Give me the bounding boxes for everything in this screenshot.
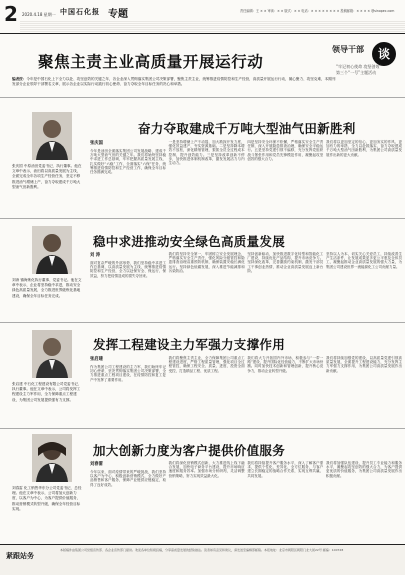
editor-note-text: 今年是中国石化上下全力以赴、攻坚创效的关键之年，各企业深入贯彻落实集团公司决策部署，聚焦主责主业，统筹推进疫情防控和生产经营，高质量开展运行行动，凝心聚力、攻坚克难，本期刊发部分企业领导干部署名文章，展示各企业以实际行动践行初心使命、奋力夺取全年目标任务的决心和举措。 — [12, 77, 336, 86]
column-text: 今年是油田全面落实集团公司发展战略、建成千万吨大型油气田的关键之年。我们将始终坚持稳中求进工作总基调，牢牢把握高质量发展主线，扎实做好“六稳”工作，全面落实“六保”任务，统筹推进疫情防控和生产经营工作，确保全年目标任务圆满完成。 — [90, 149, 166, 175]
column-text: 我们将持续加强党的建设，以高质量党建引领高质量发展，全面提升工程建设能力，充分发挥主力军强力支撑作用，为集团公司高质量发展作出新贡献。 — [325, 356, 402, 373]
column-text: 我们将大力开拓国内外市场，积极参与“一带一路”建设，提升国际化经营能力，不断扩大市场份额。同时加快技术创新和管理创新，提升核心竞争力，推动企业转型升级。 — [247, 356, 324, 373]
column-text: 四是坚持安全环保不松懈，严格落实安全生产责任制，深入开展隐患排查治理，确保安全平稳运行。五是坚持党建引领不偏移，充分发挥党组织战斗堡垒作用和党员先锋模范作用，凝聚起攻坚创效的强大合力。 — [247, 140, 324, 161]
byline: 张启建 — [90, 357, 103, 362]
article-column — [326, 356, 402, 382]
column-text: 面对复杂严峻的外部形势，我们坚持稳中求进工作总基调，以高质量发展为主线，统筹推进疫情防控和生产经营，全力以赴保安全、保运行、保效益，努力把疫情造成的损失夺回来。 — [90, 261, 166, 278]
article-column — [169, 140, 245, 174]
article-body — [90, 140, 402, 174]
author-bio: 刘涛 镇海炼化执行董事、党委书记。他在文章中表示，企业将坚持稳中求进，推动安全绿色高质量发展，全力推进世界级炼化基地建设，确保全年目标任务完成。 — [12, 278, 82, 298]
author-photo — [32, 226, 72, 274]
article-column — [169, 356, 245, 382]
column-text: 一是坚持增储上产不动摇，加大勘探开发力度，强化效益建产，夯实资源基础。二是坚持降本增效不放松，深化精细管理，狠抓全员全过程成本控制，提升创效能力。三是坚持改革创新不停步，加快推进体制机制改革，激发发展活力与内生动力。 — [168, 140, 245, 166]
author-photo — [32, 434, 72, 482]
article-body — [90, 356, 402, 382]
column-text: 我们将以更加坚定的信心、更加务实的作风、更加有力的举措，全力以赴抓落实，奋力夺取建成千万吨大型油气田新胜利，为集团公司高质量发展作出新的更大贡献。 — [325, 140, 402, 157]
column-logo — [330, 42, 402, 88]
column-text: 我们将聚焦主责主业，全力保障集团公司重点工程建设进度，严格工程质量管理，强化项目全过程管控，确保工程安全、质量、进度、投资全面受控，打造精品工程、优质工程。 — [168, 356, 245, 373]
article-column — [169, 252, 245, 278]
author-bio: 张启建 中石化工程建设有限公司党委书记、执行董事。他在文章中表示，公司将发挥工程建设主力军作用，全力保障重点工程建设，为集团公司发展提供强有力支撑。 — [12, 382, 82, 402]
divider — [0, 322, 405, 323]
page-footer — [0, 544, 405, 575]
column-text: 我们将坚持安全第一，牢固树立安全发展理念，严格落实安全生产责任，强化风险分级管控和隐患排查治理双重预防机制，确保装置安稳长满优运行。坚持绿色低碳发展，深入推进节能减排和污染防治。 — [168, 252, 245, 273]
column-text: 我们将深化营销模式创新，大力推进线上线下融合发展，加快电子商务平台建设，提升市场响应速度和服务效率。加强市场分析研判，灵活调整营销策略，努力实现效益最大化。 — [168, 461, 245, 478]
section-title: 稳中求进推动安全绿色高质量发展 — [93, 234, 286, 249]
article-body — [90, 461, 402, 487]
article-column — [326, 140, 402, 174]
article-column — [247, 461, 323, 487]
author-photo — [32, 330, 72, 378]
column-text: 作为集团公司工程建设的主力军，我们始终牢记初心使命，坚决贯彻落实集团公司决策部署，全力推进重点工程项目建设，在疫情防控和复工复产中发挥了重要作用。 — [90, 365, 166, 382]
logo-line-2: “牢记初心使命 攻坚创效” — [336, 64, 382, 69]
logo-mark: 谈 — [372, 42, 396, 66]
page-main-title: 聚焦主责主业高质量开展运行动 — [38, 53, 264, 71]
byline: 刘春雷 — [90, 462, 103, 467]
divider — [0, 97, 405, 98]
footer-text: 本版稿件由集团公司党组宣传部、各企业宣传部门提供。欢迎各单位积极投稿，分享高质量发展的经验做法。读者如有意见和建议，请发送至编辑部邮箱。本报地址：北京市朝阳区朝阳门北大街22号 邮编：100728 — [60, 548, 344, 552]
editor-note-label: 编者按： — [12, 77, 27, 81]
article-column — [90, 356, 166, 382]
article-column — [169, 461, 245, 487]
author-bio: 张庆国 中原油田党委书记、执行董事。他在文章中表示，油田将以高质量发展为主线，全面完成全年各项生产经营任务，坚定不移推进油气增储上产，奋力夺取建成千万吨大型油气田新胜利。 — [12, 164, 82, 189]
article-body — [90, 252, 402, 278]
article-column — [326, 252, 402, 278]
article-column — [247, 356, 323, 382]
author-bio: 刘春雷 化工销售华东分公司党委书记、总经理。他在文章中表示，公司将加大创新力度，以客户为中心，为客户提供价值服务，推动营销模式转型升级，确保全年经营目标实现。 — [12, 486, 82, 511]
logo-line-3: 第三个“一号”主题活动 — [336, 70, 377, 75]
byline: 刘 涛 — [90, 253, 101, 258]
section-title: 奋力夺取建成千万吨大型油气田新胜利 — [138, 121, 356, 136]
footer-label: 紧跟站务 — [6, 552, 34, 560]
column-text: 坚持以人为本，切实关心关爱员工，持续改善生产生活条件，让发展成果更多更公平惠及全体员工，凝聚起推动企业高质量发展的强大力量，为集团公司建设世界一流能源化工公司贡献力量。 — [325, 252, 402, 269]
divider — [0, 428, 405, 429]
issue-date: 2020.4.18 星期一 — [22, 12, 56, 17]
article-column — [247, 140, 323, 174]
column-text: 我们将持续提升客户服务水平，深入了解客户需求，提供个性化、差异化、全方位服务，与客户建立长期稳定的战略合作关系，实现互利共赢、共同发展。 — [247, 461, 324, 478]
editor-credits: 责任编辑：王 × × 审读：× × 版式：× × 电话：× × × × × × × × 投稿邮箱：× × × × @sinopec.com — [240, 9, 395, 13]
article-column — [90, 252, 166, 278]
article-column — [326, 461, 402, 487]
article-column — [90, 461, 166, 487]
column-text: 我们将加强队伍建设，提升员工专业能力和服务水平，凝聚起攻坚创效的强大合力，为客户提供更优质的价值服务，为集团公司高质量发展作出积极贡献。 — [325, 461, 402, 478]
article-column — [90, 140, 166, 174]
editor-note — [12, 77, 337, 87]
author-photo — [32, 112, 72, 160]
paper-name: 中国石化报 — [60, 7, 100, 16]
page-number: 2 — [4, 2, 17, 26]
byline: 张庆国 — [90, 141, 103, 146]
header-rule-lines — [20, 20, 405, 32]
section-title: 发挥工程建设主力军强力支撑作用 — [93, 337, 286, 352]
section-title: 加大创新力度为客户提供价值服务 — [93, 443, 286, 458]
article-column — [247, 252, 323, 278]
logo-line-1: 领导干部 — [332, 45, 364, 54]
column-text: 坚持创新驱动，加快推进数字化转型和智能化工厂建设，持续优化产品结构，提升市场竞争力。坚持深化改革，完善激励约束机制，激发干部员工干事创业热情，推动企业高质量发展迈上新台阶。 — [247, 252, 324, 273]
divider — [0, 218, 405, 219]
section-name: 专题 — [108, 9, 128, 20]
column-text: 今年以来，面对疫情带来的严峻挑战，我们坚持以客户为中心，积极创新营销模式，全力做好产品销售和客户服务，保障产业链供应链稳定，取得了良好成效。 — [90, 470, 166, 487]
page-header — [0, 0, 405, 34]
